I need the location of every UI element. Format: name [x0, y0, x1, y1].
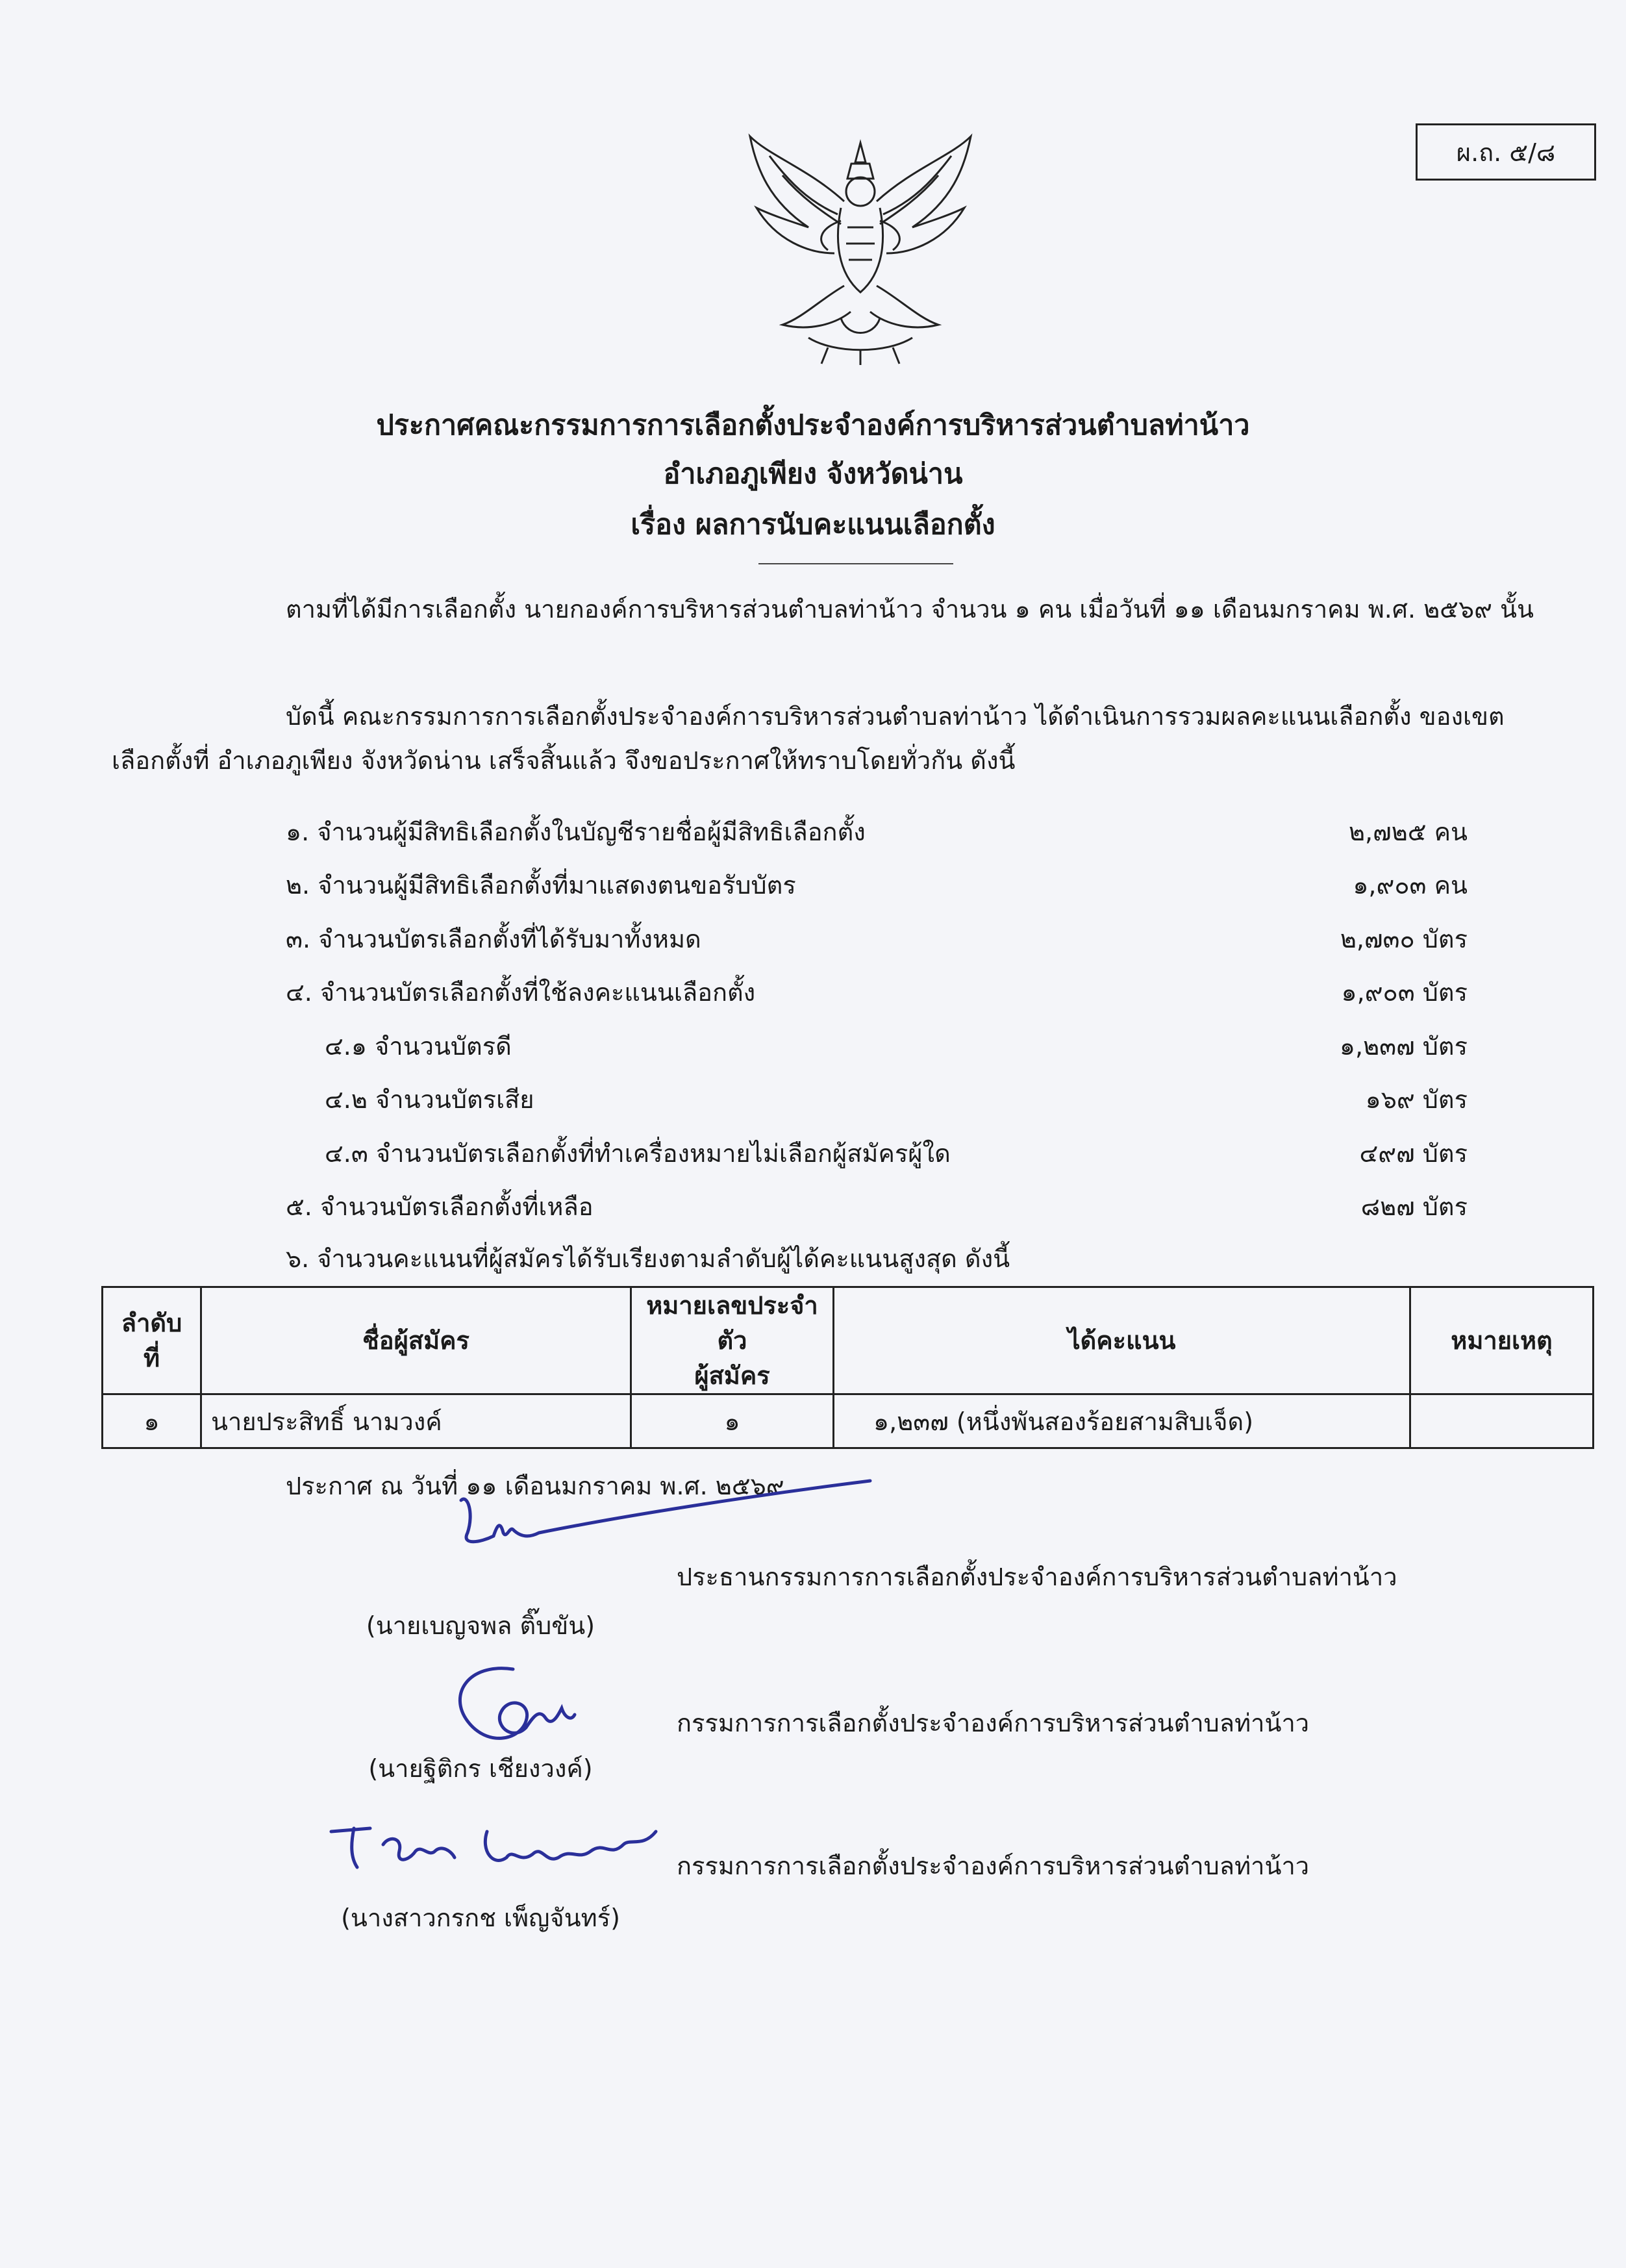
stat-item-5-value: ๘๒๗ บัตร: [1360, 1192, 1468, 1221]
announcement-date: ประกาศ ณ วันที่ ๑๑ เดือนมกราคม พ.ศ. ๒๕๖๙: [286, 1472, 784, 1500]
title-line-2: อำเภอภูเพียง จังหวัดน่าน: [663, 458, 963, 490]
header-remark: หมายเหตุ: [1410, 1287, 1594, 1394]
cell-remark: [1410, 1394, 1594, 1448]
stat-item-4-2-label: ๔.๒ จำนวนบัตรเสีย: [325, 1085, 534, 1114]
signature-committee-2: [318, 1806, 682, 1877]
stat-item-5-label: ๕. จำนวนบัตรเลือกตั้งที่เหลือ: [286, 1192, 594, 1221]
header-votes: ได้คะแนน: [834, 1287, 1410, 1394]
stat-item-2-label: ๒. จำนวนผู้มีสิทธิเลือกตั้งที่มาแสดงตนขอรับบัตร: [286, 871, 796, 900]
document-code-box: [1416, 123, 1596, 181]
body-paragraph-line-2: เลือกตั้งที่ อำเภอภูเพียง จังหวัดน่าน เสร็จสิ้นแล้ว จึงขอประกาศให้ทราบโดยทั่วกัน ดังนี้: [112, 746, 1016, 775]
stat-item-1-value: ๒,๗๒๕ คน: [1349, 818, 1468, 846]
stat-item-6-label: ๖. จำนวนคะแนนที่ผู้สมัครได้รับเรียงตามลำดับผู้ได้คะแนนสูงสุด ดังนี้: [286, 1244, 1010, 1273]
signatory-2-role: กรรมการการเลือกตั้งประจำองค์การบริหารส่วนตำบลท่าน้าว: [677, 1709, 1310, 1737]
title-divider: [758, 563, 953, 564]
body-paragraph-line-1: บัดนี้ คณะกรรมการการเลือกตั้งประจำองค์การบริหารส่วนตำบลท่าน้าว ได้ดำเนินการรวมผลคะแนนเลือกตั้ง ของเขต: [286, 702, 1505, 731]
header-order: ลำดับ ที่: [103, 1287, 201, 1394]
cell-votes: ๑,๒๓๗ (หนึ่งพันสองร้อยสามสิบเจ็ด): [834, 1394, 1410, 1448]
cell-candidate-name: นายประสิทธิ์ นามวงค์: [201, 1394, 631, 1448]
header-candidate-name: ชื่อผู้สมัคร: [201, 1287, 631, 1394]
signatory-1-name: (นายเบญจพล ติ๊บขัน): [366, 1611, 595, 1640]
garuda-emblem-icon: [731, 130, 990, 370]
stat-item-4-3-value: ๔๙๗ บัตร: [1359, 1139, 1468, 1168]
results-table: [101, 1286, 1594, 1449]
stat-item-4-value: ๑,๙๐๓ บัตร: [1341, 978, 1468, 1007]
signatory-3-name: (นางสาวกรกช เพ็ญจันทร์): [341, 1904, 620, 1932]
intro-paragraph: ตามที่ได้มีการเลือกตั้ง นายกองค์การบริหารส่วนตำบลท่าน้าว จำนวน ๑ คน เมื่อวันที่ ๑๑ เดือนมกราคม พ.ศ. ๒๕๖๙ นั้น: [286, 595, 1534, 624]
stat-item-4-label: ๔. จำนวนบัตรเลือกตั้งที่ใช้ลงคะแนนเลือกตั้ง: [286, 978, 756, 1007]
stat-item-4-1-value: ๑,๒๓๗ บัตร: [1339, 1032, 1468, 1061]
stat-item-4-3-label: ๔.๓ จำนวนบัตรเลือกตั้งที่ทำเครื่องหมายไม่เลือกผู้สมัครผู้ใด: [325, 1139, 951, 1168]
signature-chairman: [442, 1474, 883, 1565]
table-row: [103, 1394, 1594, 1448]
title-subject: เรื่อง ผลการนับคะแนนเลือกตั้ง: [631, 509, 995, 541]
stat-item-3-label: ๓. จำนวนบัตรเลือกตั้งที่ได้รับมาทั้งหมด: [286, 925, 701, 953]
stat-item-4-2-value: ๑๖๙ บัตร: [1365, 1085, 1468, 1114]
stat-item-4-1-label: ๔.๑ จำนวนบัตรดี: [325, 1032, 512, 1061]
signatory-3-role: กรรมการการเลือกตั้งประจำองค์การบริหารส่วนตำบลท่าน้าว: [677, 1852, 1310, 1880]
cell-order: ๑: [103, 1394, 201, 1448]
cell-candidate-number: ๑: [631, 1394, 834, 1448]
stat-item-2-value: ๑,๙๐๓ คน: [1353, 871, 1468, 900]
signatory-2-name: (นายฐิติกร เชียงวงค์): [368, 1754, 593, 1783]
stat-item-1-label: ๑. จำนวนผู้มีสิทธิเลือกตั้งในบัญชีรายชื่อผู้มีสิทธิเลือกตั้ง: [286, 818, 866, 846]
header-candidate-number: หมายเลขประจำตัว ผู้สมัคร: [631, 1287, 834, 1394]
title-line-1: ประกาศคณะกรรมการการเลือกตั้งประจำองค์การบริหารส่วนตำบลท่าน้าว: [376, 409, 1250, 442]
table-header-row: [103, 1287, 1594, 1394]
signatory-1-role: ประธานกรรมการการเลือกตั้งประจำองค์การบริหารส่วนตำบลท่าน้าว: [677, 1563, 1397, 1591]
stat-item-3-value: ๒,๗๓๐ บัตร: [1340, 925, 1468, 953]
document-code: ผ.ถ. ๕/๘: [1456, 138, 1556, 167]
